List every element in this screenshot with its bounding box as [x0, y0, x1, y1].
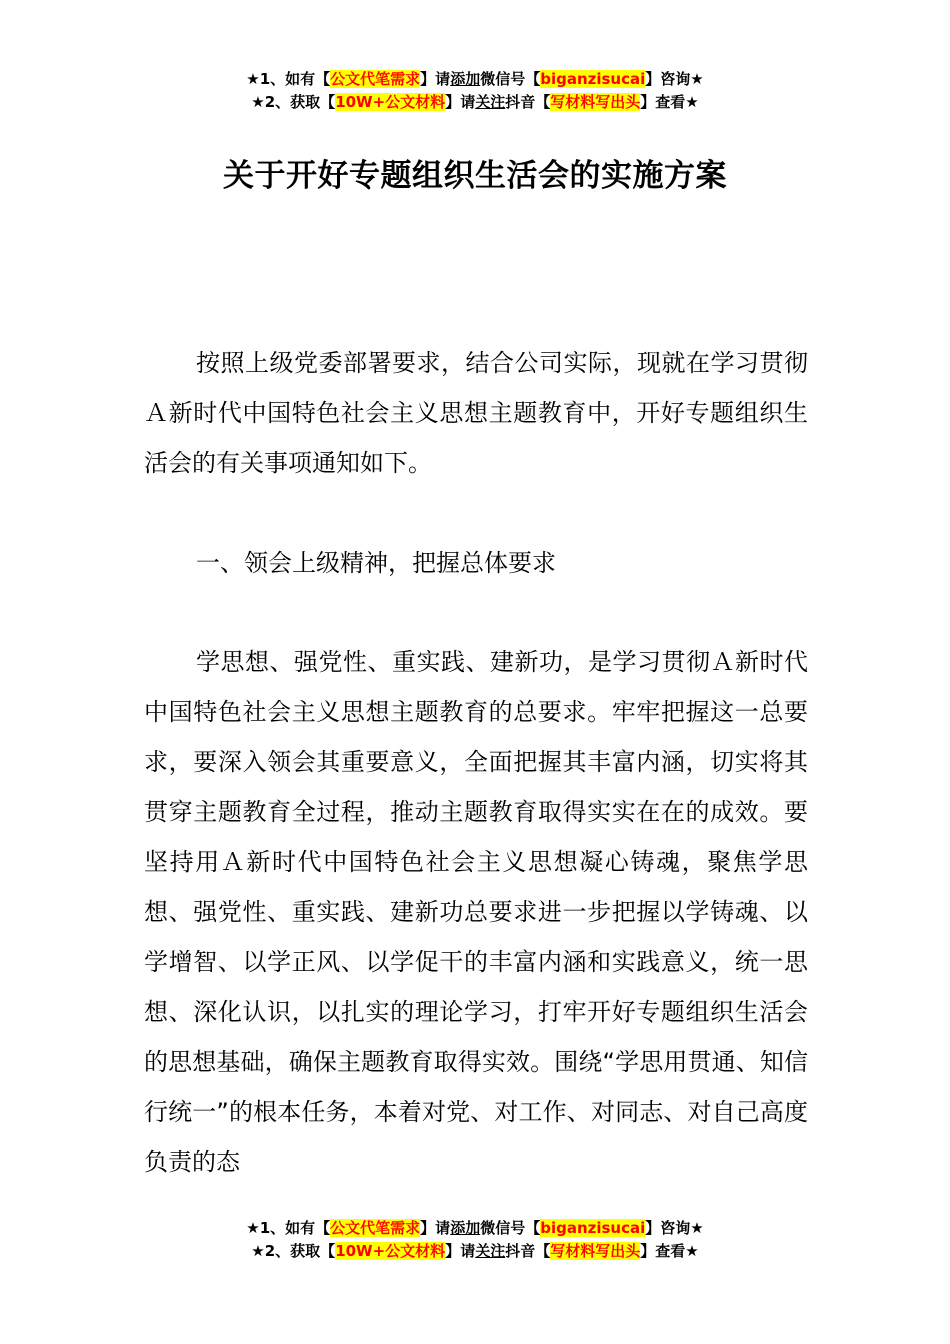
promo-line-2: [0, 1240, 950, 1263]
promo-highlight: 公文代笔需求: [330, 1219, 421, 1237]
promo-text: 】查看★: [640, 93, 699, 111]
promo-text: 】咨询★: [645, 70, 704, 88]
promo-highlight: 写材料写出头: [550, 1242, 641, 1260]
promo-line-1: [0, 1217, 950, 1240]
promo-text: 】查看★: [640, 1242, 699, 1260]
promo-highlight: 10W+公文材料: [335, 93, 446, 111]
promo-text: ★1、如有【: [246, 70, 331, 88]
promo-underlined: 关注: [475, 1242, 506, 1260]
body-paragraph: 学思想、强党性、重实践、建新功，是学习贯彻Ａ新时代中国特色社会主义思想主题教育的总要求。牢牢把握这一总要求，要深入领会其重要意义，全面把握其丰富内涵，切实将其贯穿主题教育全过程，推动主题教育取得实实在在的成效。要坚持用Ａ新时代中国特色社会主义思想凝心铸魂，聚焦学思想、强党性、重实践、建新功总要求进一步把握以学铸魂、以学增智、以学正风、以学促干的丰富内涵和实践意义，统一思想、深化认识，以扎实的理论学习，打牢开好专题组织生活会的思想基础，确保主题教育取得实效。围绕“学思用贯通、知信行统一”的根本任务，本着对党、对工作、对同志、对自己高度负责的态: [144, 648, 808, 1176]
promo-text: 微信号【: [480, 70, 541, 88]
section-heading: 一、领会上级精神，把握总体要求: [196, 549, 556, 577]
promo-text: 抖音【: [505, 93, 551, 111]
promo-highlight: 写材料写出头: [550, 93, 641, 111]
promo-highlight: 公文代笔需求: [330, 70, 421, 88]
promo-text: 】请: [445, 93, 476, 111]
promo-text: 】请: [445, 1242, 476, 1260]
promo-text: 】请: [420, 1219, 451, 1237]
intro-paragraph: 按照上级党委部署要求，结合公司实际，现就在学习贯彻Ａ新时代中国特色社会主义思想主题教育中，开好专题组织生活会的有关事项通知如下。: [144, 349, 808, 477]
document-title: 关于开好专题组织生活会的实施方案: [223, 158, 727, 194]
promo-text: 】咨询★: [645, 1219, 704, 1237]
promo-highlight: biganzisucai: [540, 70, 646, 88]
promo-text: ★1、如有【: [246, 1219, 331, 1237]
footer-promo: [0, 1217, 950, 1263]
promo-text: ★2、获取【: [251, 93, 336, 111]
promo-underlined: 关注: [475, 93, 506, 111]
promo-underlined: 添加: [450, 70, 481, 88]
promo-highlight: 10W+公文材料: [335, 1242, 446, 1260]
promo-underlined: 添加: [450, 1219, 481, 1237]
promo-line-1: [0, 68, 950, 91]
promo-text: ★2、获取【: [251, 1242, 336, 1260]
promo-highlight: biganzisucai: [540, 1219, 646, 1237]
header-promo: [0, 68, 950, 114]
promo-text: 】请: [420, 70, 451, 88]
promo-line-2: [0, 91, 950, 114]
promo-text: 抖音【: [505, 1242, 551, 1260]
promo-text: 微信号【: [480, 1219, 541, 1237]
